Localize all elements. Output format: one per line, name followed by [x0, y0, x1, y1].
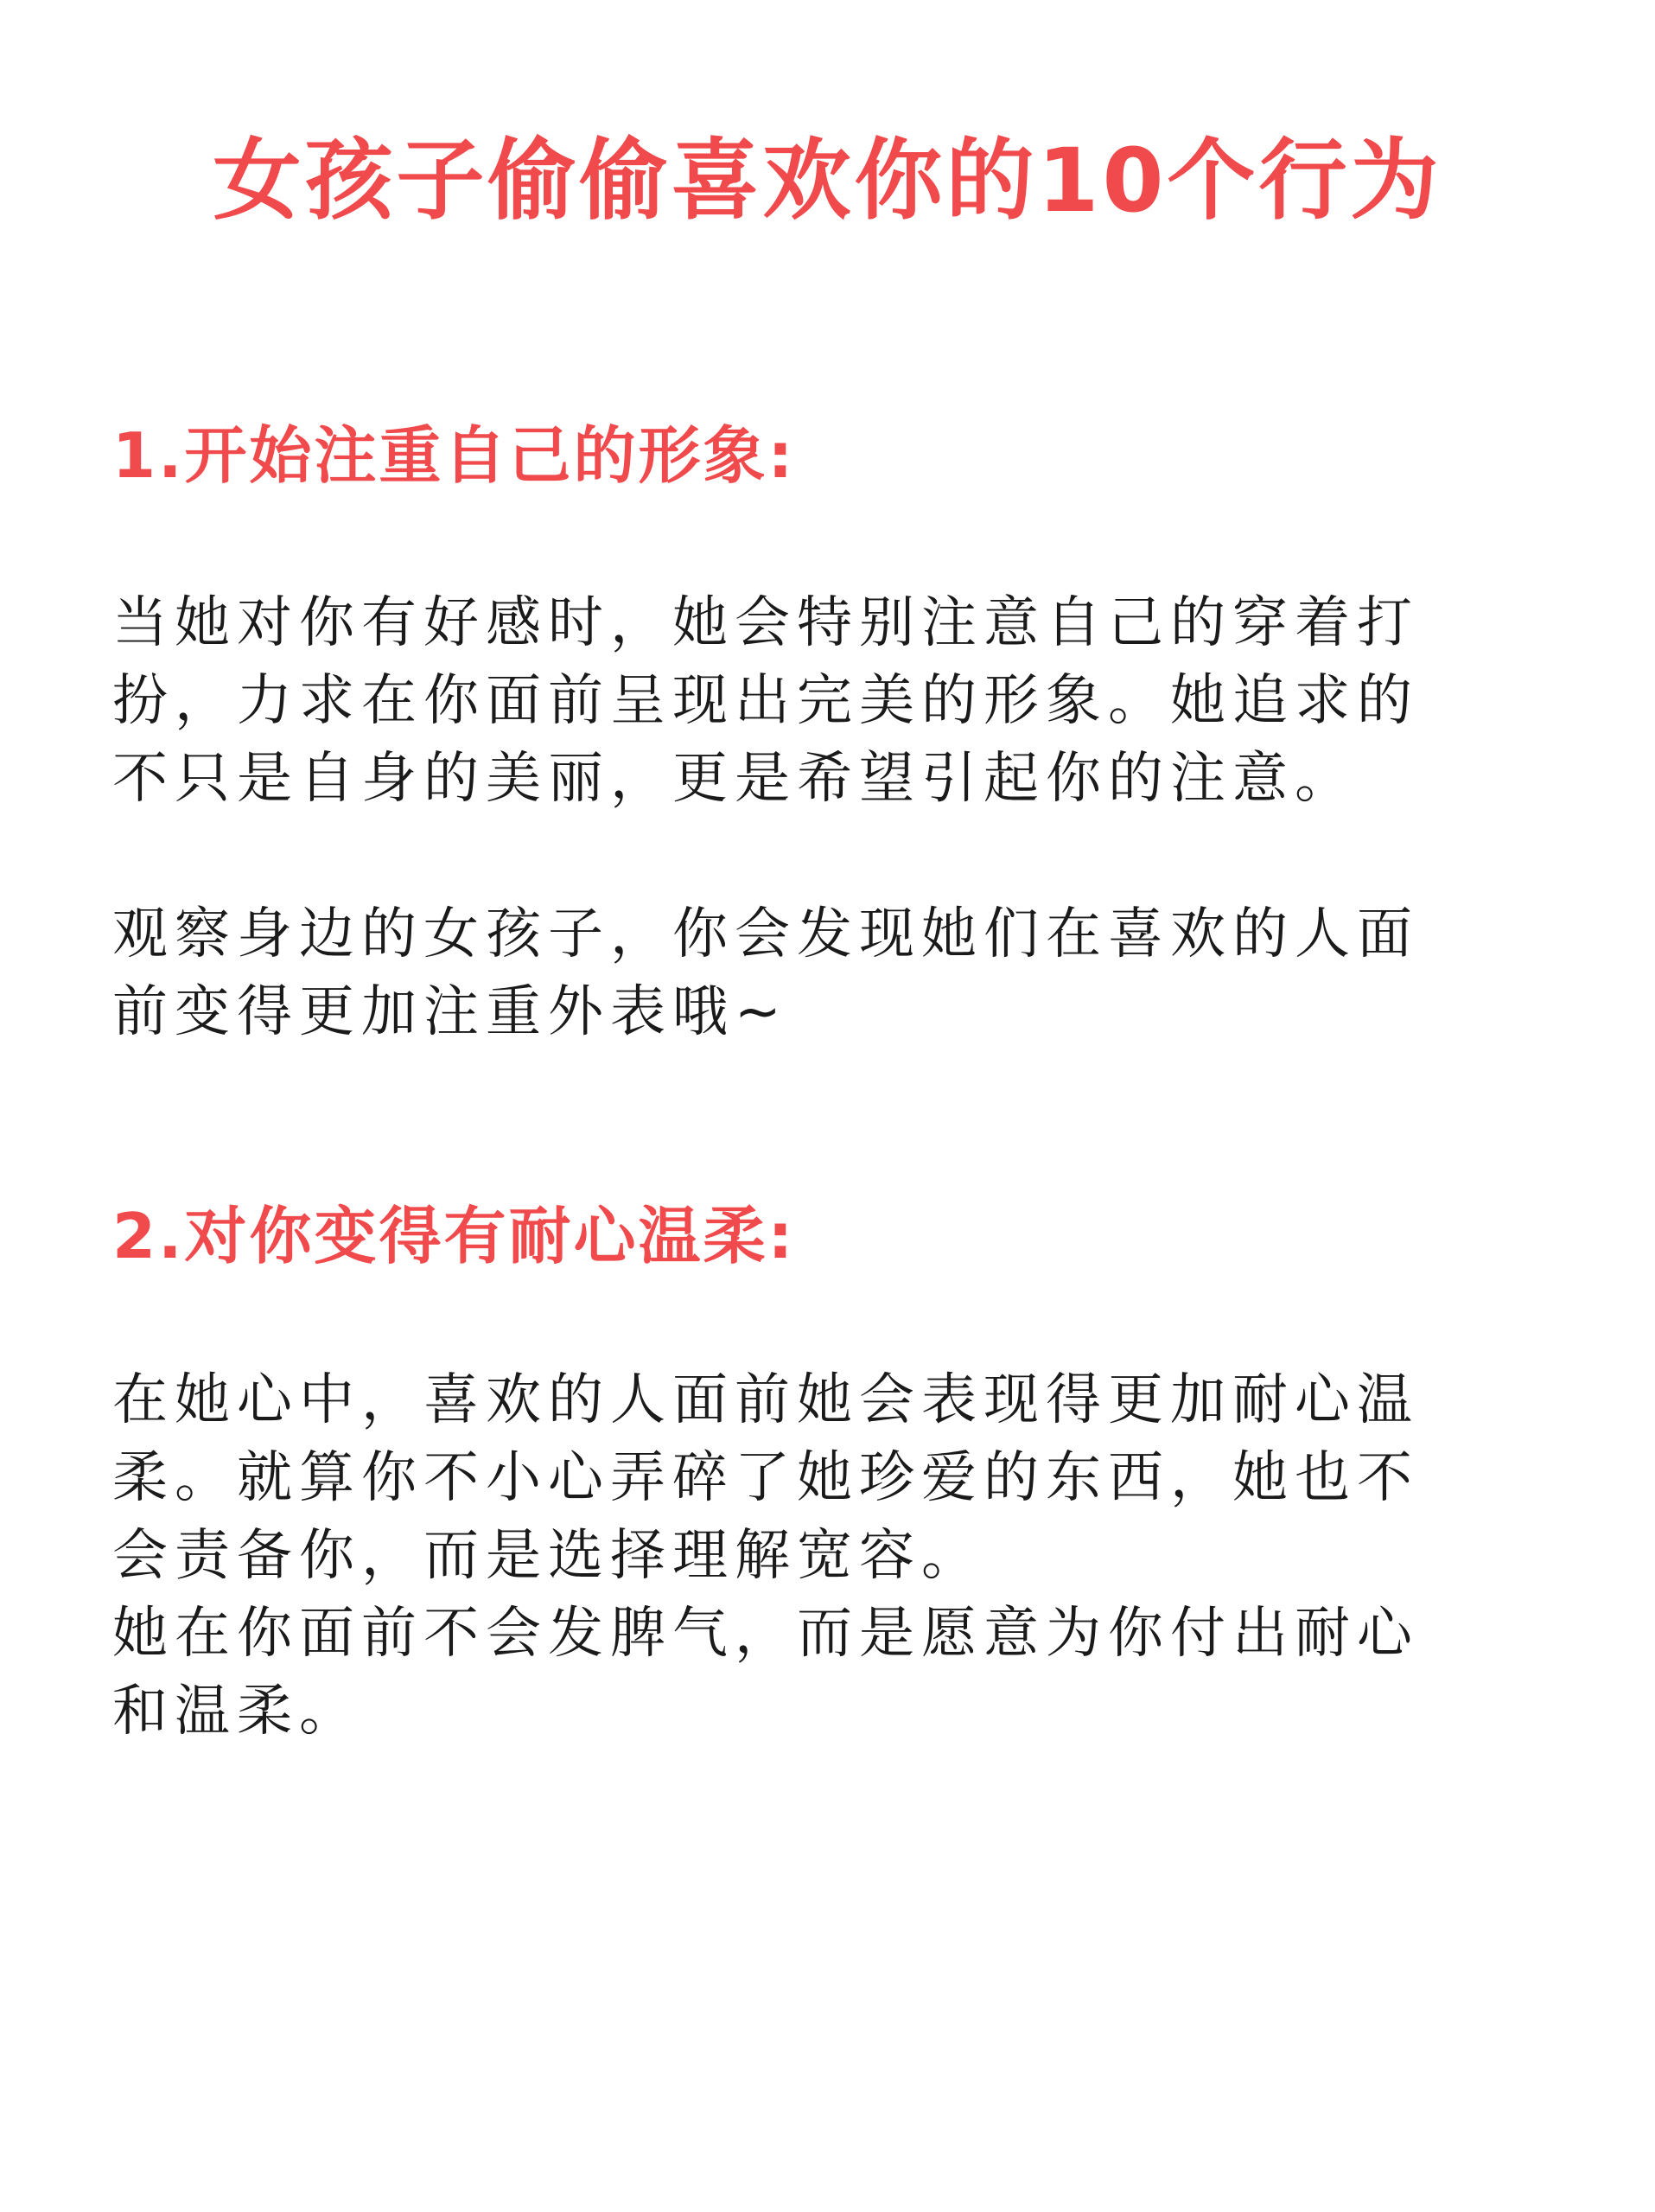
section-2-paragraph-1: [112, 1361, 1582, 1750]
text-line: 和温柔。: [112, 1680, 361, 1743]
section-1-paragraph-2: [112, 896, 1582, 1051]
text-line: 她在你面前不会发脾气，而是愿意为你付出耐心: [112, 1602, 1419, 1666]
text-line: 会责备你，而是选择理解宽容。: [112, 1524, 983, 1588]
text-line: 观察身边的女孩子，你会发现她们在喜欢的人面: [112, 902, 1419, 966]
text-line: 不只是自身的美丽，更是希望引起你的注意。: [112, 747, 1357, 811]
text-line: 扮，力求在你面前呈现出完美的形象。她追求的: [112, 669, 1419, 733]
section-1-paragraph-1: [112, 584, 1582, 818]
section-heading-1: 1.开始注重自己的形象:: [112, 419, 796, 492]
section-heading-2: 2.对你变得有耐心温柔:: [112, 1200, 796, 1272]
text-line: 当她对你有好感时，她会特别注意自己的穿着打: [112, 591, 1419, 655]
text-line: 柔。就算你不小心弄碎了她珍爱的东西，她也不: [112, 1446, 1419, 1510]
text-line: 前变得更加注重外表哦~: [112, 980, 788, 1044]
page-title: 女孩子偷偷喜欢你的10个行为: [213, 130, 1442, 233]
text-line: 在她心中，喜欢的人面前她会表现得更加耐心温: [112, 1368, 1419, 1432]
